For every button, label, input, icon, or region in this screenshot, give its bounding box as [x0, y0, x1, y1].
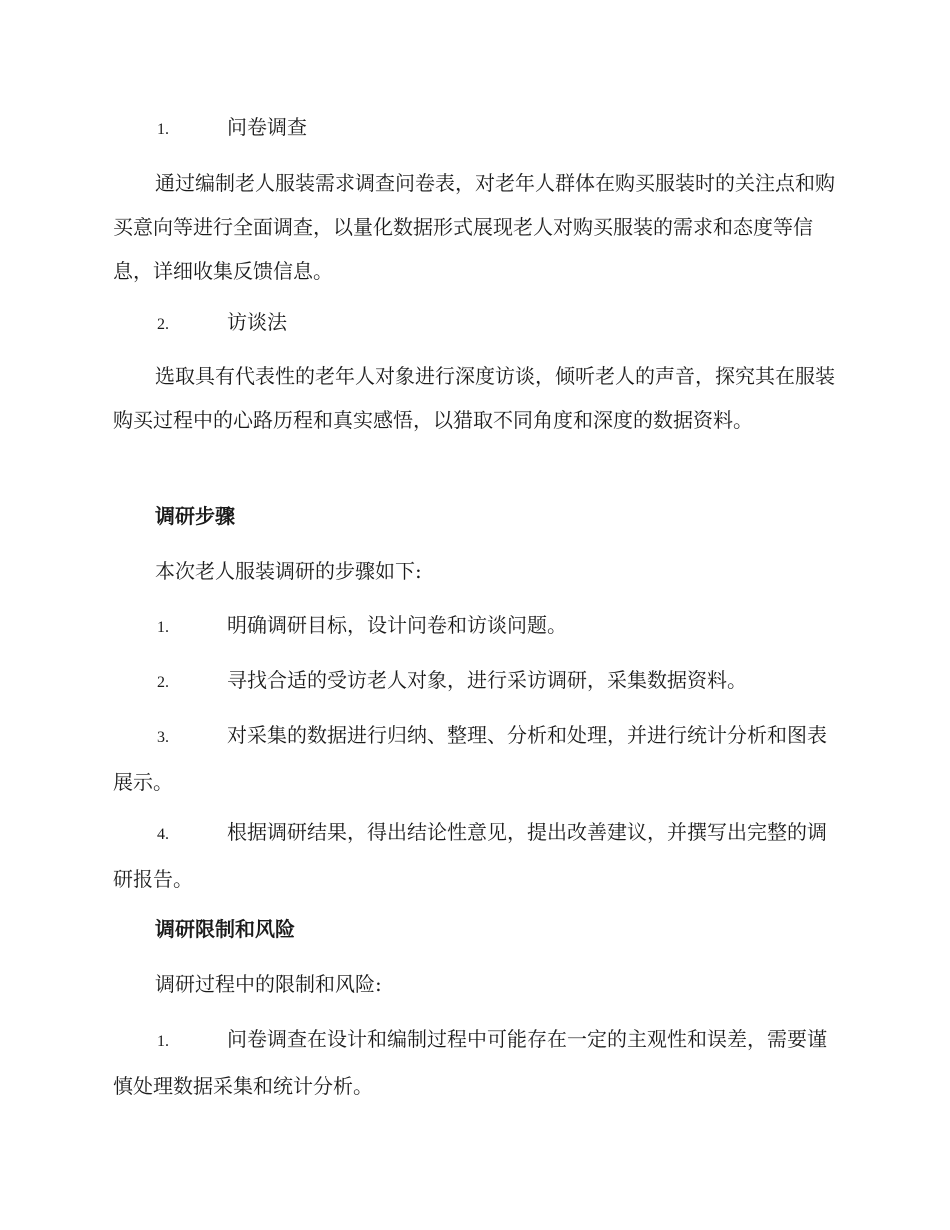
list-text: 问卷调查在设计和编制过程中可能存在一定的主观性和误差，需要谨慎处理数据采集和统计分析。: [113, 1027, 827, 1098]
list-number: 1.: [157, 121, 169, 138]
list-text: 明确调研目标，设计问卷和访谈问题。: [227, 613, 567, 637]
list-number: 2.: [157, 316, 169, 333]
section-heading-steps: 调研步骤: [155, 504, 235, 528]
risks-intro: 调研过程中的限制和风险:: [155, 972, 382, 996]
method-item-interview: [113, 300, 835, 347]
paragraph-questionnaire: 通过编制老人服装需求调查问卷表，对老年人群体在购买服装时的关注点和购买意向等进行全面调查，以量化数据形式展现老人对购买服装的需求和态度等信息，详细收集反馈信息。: [113, 171, 835, 283]
list-item: [113, 658, 835, 705]
paragraph-interview: 选取具有代表性的老年人对象进行深度访谈，倾听老人的声音，探究其在服装购买过程中的心路历程和真实感悟，以猎取不同角度和深度的数据资料。: [113, 364, 835, 432]
steps-intro: 本次老人服装调研的步骤如下:: [155, 559, 422, 583]
list-text: 寻找合适的受访老人对象，进行采访调研，采集数据资料。: [227, 668, 747, 692]
list-number: 4.: [157, 826, 169, 843]
list-text: 根据调研结果，得出结论性意见，提出改善建议，并撰写出完整的调研报告。: [113, 820, 827, 891]
list-text: 访谈法: [227, 310, 287, 334]
list-text: 对采集的数据进行归纳、整理、分析和处理，并进行统计分析和图表展示。: [113, 723, 827, 794]
list-number: 1.: [157, 619, 169, 636]
list-item: [113, 1017, 835, 1108]
list-number: 2.: [157, 674, 169, 691]
list-item: [113, 713, 835, 804]
method-item-questionnaire: [113, 105, 835, 152]
list-item: [113, 810, 835, 901]
list-number: 3.: [157, 729, 169, 746]
list-number: 1.: [157, 1033, 169, 1050]
section-heading-risks: 调研限制和风险: [155, 917, 295, 941]
list-text: 问卷调查: [227, 115, 307, 139]
list-item: [113, 603, 835, 650]
